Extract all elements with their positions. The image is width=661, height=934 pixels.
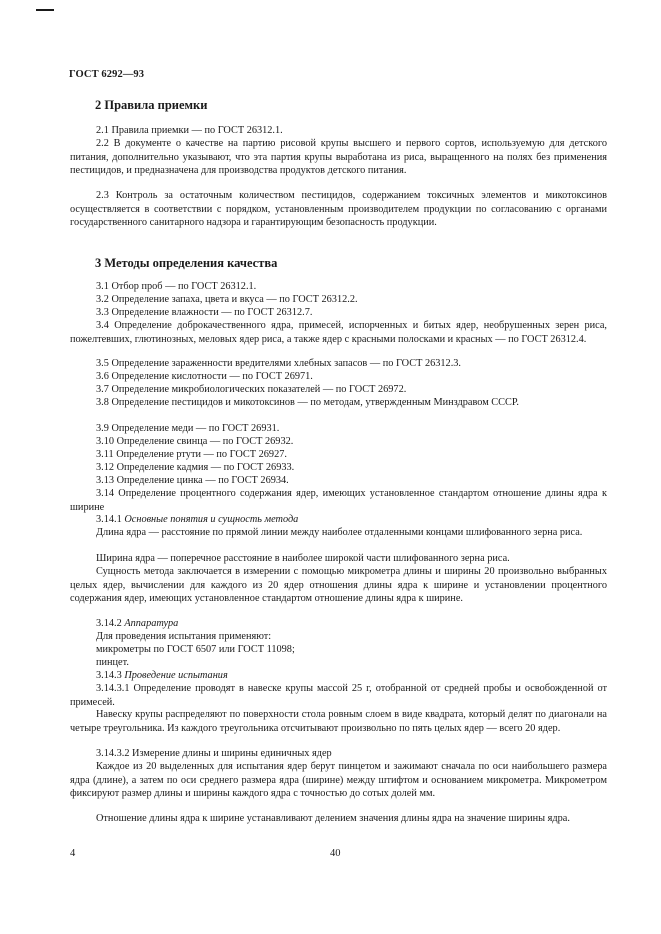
subsection-3-14-2-title: Аппаратура: [124, 618, 179, 629]
subsection-3-14-3-title: Проведение испытания: [124, 670, 228, 681]
paragraph-2-2: 2.2 В документе о качестве на партию рисовой крупы высшего и первого сортов, используемую для детского питания, дополнительно указывают, что эта партия крупы выработана из риса, выращенного на полях без применения пестицидов, и предназначена для производства продуктов детского питания.: [70, 138, 607, 177]
section-2-heading: 2 Правила приемки: [95, 98, 208, 112]
footer-left-number: 4: [70, 848, 76, 859]
paragraph-3-2: 3.2 Определение запаха, цвета и вкуса — по ГОСТ 26312.2.: [96, 294, 358, 305]
subsection-3-14-3-number: 3.14.3: [96, 670, 122, 681]
paragraph-3-11: 3.11 Определение ртути — по ГОСТ 26927.: [96, 449, 287, 460]
standard-header: ГОСТ 6292—93: [69, 69, 145, 80]
paragraph-3-8: 3.8 Определение пестицидов и микотоксинов — по методам, утвержденным Минздравом СССР.: [96, 397, 519, 408]
paragraph-sample-layout: Навеску крупы распределяют по поверхности стола ровным слоем в виде квадрата, который делят по диагонали на четыре треугольника. Из каждого треугольника отсчитывают произвольно по пять целых ядер — всего 20 ядер.: [70, 709, 607, 734]
paragraph-ratio: Отношение длины ядра к ширине устанавливают делением значения длины ядра на значение ширины ядра.: [96, 813, 570, 824]
paragraph-measure-each: Каждое из 20 выделенных для испытания ядер берут пинцетом и зажимают сначала по оси наибольшего размера ядра (длине), а затем по оси среднего размера ядра (ширине) между штифтом и основанием микрометра. Микрометром фиксируют размер длины и ширины каждого ядра с точностью до сотых долей мм.: [70, 761, 607, 800]
paragraph-3-14: 3.14 Определение процентного содержания ядер, имеющих установленное стандартом отношение длины ядра к ширине: [70, 488, 607, 513]
section-3-heading: 3 Методы определения качества: [95, 256, 278, 270]
paragraph-3-7: 3.7 Определение микробиологических показателей — по ГОСТ 26972.: [96, 384, 407, 395]
paragraph-3-10: 3.10 Определение свинца — по ГОСТ 26932.: [96, 436, 294, 447]
paragraph-2-3: 2.3 Контроль за остаточным количеством пестицидов, содержанием токсичных элементов и микотоксинов осуществляется в соответствии с порядком, установленным производителем продукции по согласованию с органами государственного санитарного надзора и гарантирующим безопасность продукции.: [70, 190, 607, 229]
paragraph-3-3: 3.3 Определение влажности — по ГОСТ 26312.7.: [96, 307, 313, 318]
subsection-3-14-2-heading: [70, 617, 607, 631]
paragraph-tweezers: пинцет.: [96, 657, 129, 668]
paragraph-micrometers: микрометры по ГОСТ 6507 или ГОСТ 11098;: [96, 644, 295, 655]
subsection-3-14-1-title: Основные понятия и сущность метода: [124, 514, 299, 525]
subsection-3-14-3-heading: [70, 669, 607, 683]
paragraph-3-1: 3.1 Отбор проб — по ГОСТ 26312.1.: [96, 281, 257, 292]
subsection-3-14-1-number: 3.14.1: [96, 514, 122, 525]
paragraph-3-6: 3.6 Определение кислотности — по ГОСТ 26971.: [96, 371, 313, 382]
paragraph-3-5: 3.5 Определение зараженности вредителями хлебных запасов — по ГОСТ 26312.3.: [96, 358, 462, 369]
paragraph-method-essence: Сущность метода заключается в измерении с помощью микрометра длины и ширины 20 произвольно выбранных целых ядер, вычислении для каждого из 20 ядер отношения длины ядра к ширине и установлении процентного содержания ядер, имеющих установленное стандартом отношение длины ядра к ширине.: [70, 566, 607, 605]
paragraph-2-1: 2.1 Правила приемки — по ГОСТ 26312.1.: [96, 125, 283, 136]
subsection-3-14-1-heading: [70, 513, 607, 527]
paragraph-kernel-length: Длина ядра — расстояние по прямой линии между наиболее отдаленными концами шлифованного зерна риса.: [96, 527, 583, 538]
paragraph-3-13: 3.13 Определение цинка — по ГОСТ 26934.: [96, 475, 289, 486]
subsection-3-14-2-number: 3.14.2: [96, 618, 122, 629]
paragraph-3-14-3-2: 3.14.3.2 Измерение длины и ширины единичных ядер: [96, 748, 332, 759]
footer-page-number: 40: [330, 848, 341, 859]
corner-dash-mark: [36, 9, 54, 11]
paragraph-3-9: 3.9 Определение меди — по ГОСТ 26931.: [96, 423, 280, 434]
paragraph-kernel-width: Ширина ядра — поперечное расстояние в наиболее широкой части шлифованного зерна риса.: [96, 553, 510, 564]
paragraph-apply: Для проведения испытания применяют:: [96, 631, 272, 642]
paragraph-3-14-3-1: 3.14.3.1 Определение проводят в навеске крупы массой 25 г, отобранной от средней пробы и освобожденной от примесей.: [70, 683, 607, 708]
paragraph-3-4: 3.4 Определение доброкачественного ядра, примесей, испорченных и битых ядер, необрушенных зерен риса, пожелтевших, глютинозных, меловых ядер риса, а также ядер с красными полосками и красных — по ГОСТ 26312.4.: [70, 320, 607, 345]
paragraph-3-12: 3.12 Определение кадмия — по ГОСТ 26933.: [96, 462, 295, 473]
